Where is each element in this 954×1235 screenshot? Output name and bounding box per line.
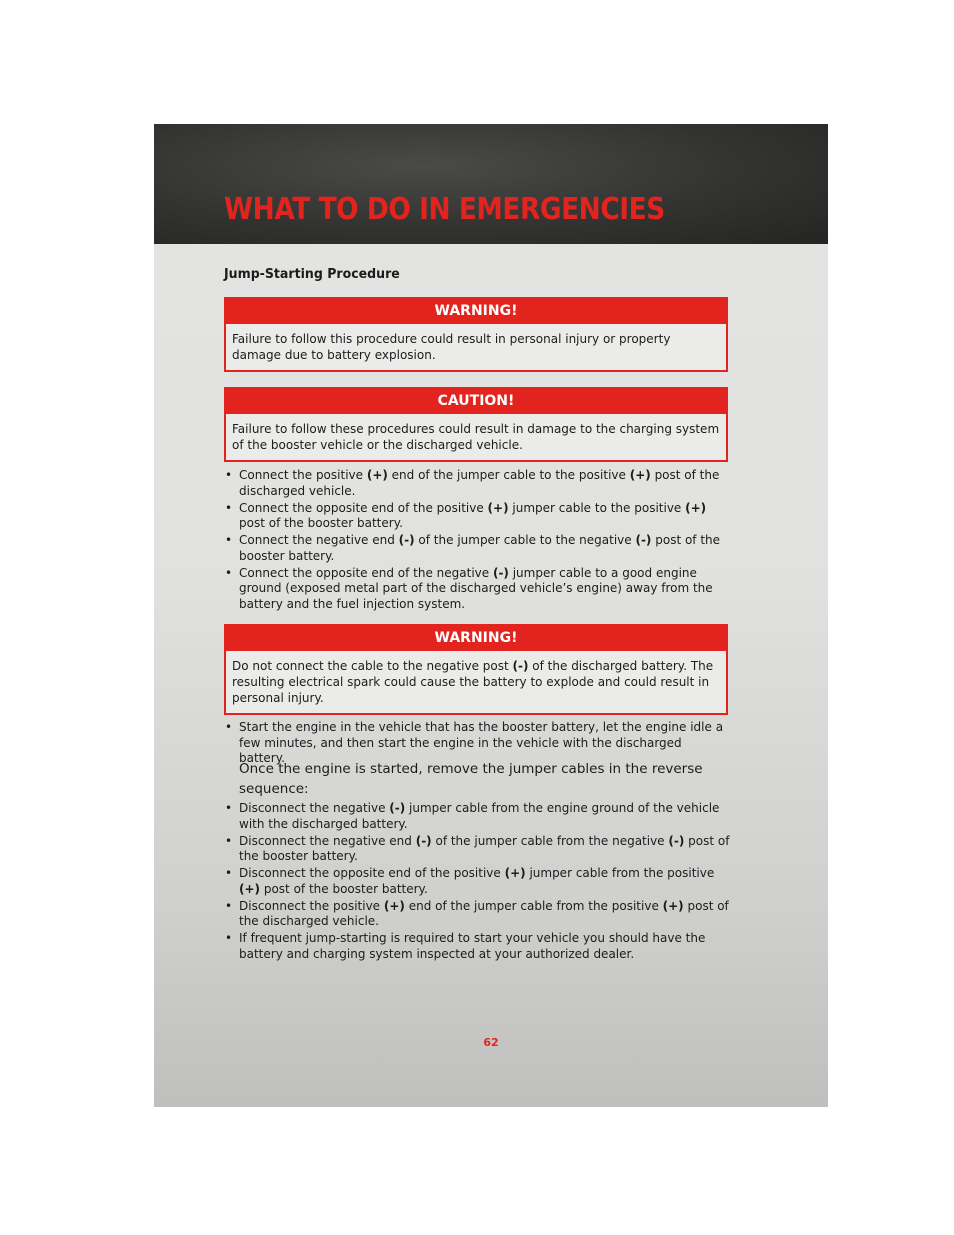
bullet-icon: •: [225, 833, 233, 848]
chapter-header: [154, 124, 828, 244]
warning-title: WARNING!: [226, 626, 726, 651]
list-item: • Disconnect the negative (-) jumper cable from the engine ground of the vehicle with the discharged battery.: [225, 801, 720, 831]
bullet-icon: •: [225, 720, 233, 734]
warning-box: [224, 624, 728, 715]
page-number: 62: [483, 1036, 499, 1049]
list-item: • Disconnect the positive (+) end of the jumper cable from the positive (+) post of the discharged vehicle.: [225, 898, 729, 928]
list-item: • Connect the negative end (-) of the jumper cable to the negative (-) post of the booster battery.: [225, 533, 721, 563]
reverse-sequence-intro: Once the engine is started, remove the jumper cables in the reverse sequence:: [239, 761, 703, 797]
caution-box: [224, 387, 728, 462]
bullet-icon: •: [225, 931, 233, 945]
list-item: • Start the engine in the vehicle that has the booster battery, let the engine idle a few minutes, and then start the engine in the vehicle with the discharged battery.: [225, 720, 724, 765]
bullet-icon: •: [225, 500, 233, 515]
warning-text: Do not connect the cable to the negative post (-) of the discharged battery. The resulting electrical spark could cause the battery to explode and could result in personal injury.: [232, 659, 714, 705]
caution-title: CAUTION!: [226, 389, 726, 414]
list-item: • If frequent jump-starting is required to start your vehicle you should have the battery and charging system inspected at your authorized dealer.: [225, 931, 706, 961]
bullet-icon: •: [225, 898, 233, 913]
bullet-icon: •: [225, 565, 233, 580]
list-item: • Connect the opposite end of the negative (-) jumper cable to a good engine ground (exposed metal part of the discharged vehicle’s engine) away from the battery and the fuel injection system.: [225, 565, 713, 611]
chapter-title: WHAT TO DO IN EMERGENCIES: [224, 192, 665, 227]
warning-title: WARNING!: [226, 299, 726, 324]
section-heading: Jump-Starting Procedure: [224, 266, 400, 282]
bullet-icon: •: [225, 866, 233, 880]
list-item: • Connect the positive (+) end of the jumper cable to the positive (+) post of the discharged vehicle.: [225, 468, 720, 498]
manual-page: [154, 124, 828, 1107]
warning-box: [224, 297, 728, 372]
bullet-icon: •: [225, 468, 233, 482]
bullet-icon: •: [225, 533, 233, 547]
bullet-icon: •: [225, 801, 233, 815]
list-item: • Disconnect the negative end (-) of the jumper cable from the negative (-) post of the booster battery.: [225, 833, 730, 863]
warning-text: Failure to follow this procedure could result in personal injury or property damage due to battery explosion.: [232, 332, 671, 362]
disconnect-steps-list: [224, 801, 730, 964]
connect-steps-list: [224, 468, 730, 614]
list-item: • Connect the opposite end of the positive (+) jumper cable to the positive (+) post of the booster battery.: [225, 500, 707, 530]
list-item: • Disconnect the opposite end of the positive (+) jumper cable from the positive (+) post of the booster battery.: [225, 866, 715, 896]
caution-text: Failure to follow these procedures could result in damage to the charging system of the booster vehicle or the discharged vehicle.: [232, 422, 720, 452]
